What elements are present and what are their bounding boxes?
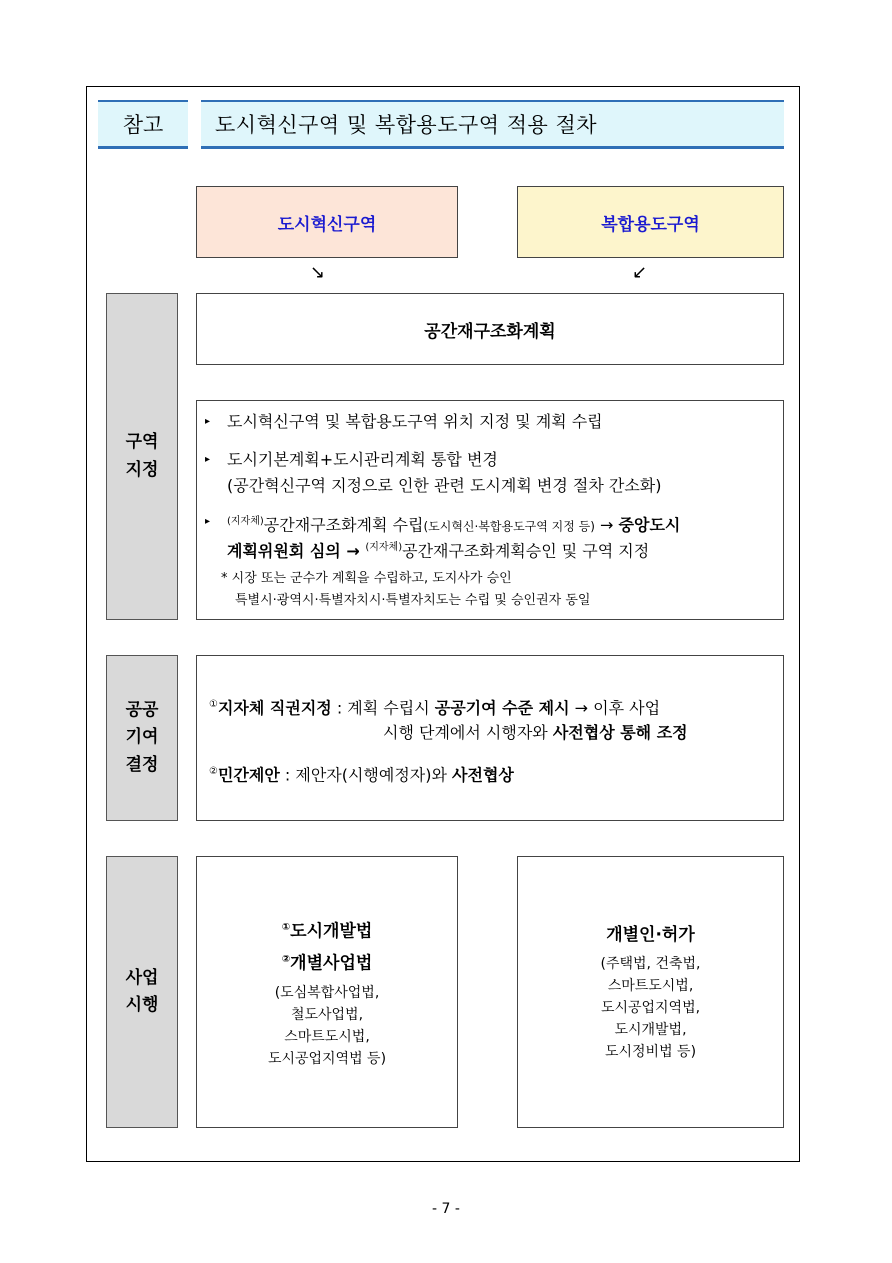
section-label-contribution: 공공 기여 결정 xyxy=(106,655,178,821)
bullet-icon: ▸ xyxy=(205,516,211,527)
spatial-restructuring-plan: 공간재구조화계획 xyxy=(196,293,784,365)
contribution-item-1-line-2: 시행 단계에서 시행자와 사전협상 통해 조정 xyxy=(383,723,688,742)
section-label-designation: 구역 지정 xyxy=(106,293,178,620)
execution-law-sub: (도심복합사업법, xyxy=(274,984,380,1001)
execution-law-2: ②개별사업법 xyxy=(281,953,373,974)
execution-permits-box xyxy=(517,856,784,1128)
execution-permit-sub: 도시공업지역법, xyxy=(600,999,701,1016)
execution-law-sub: 도시공업지역법 등) xyxy=(267,1050,387,1067)
designation-note-1: * 시장 또는 군수가 계획을 수립하고, 도지사가 승인 xyxy=(221,571,512,586)
designation-note-2: 특별시·광역시·특별자치시·특별자치도는 수립 및 승인권자 동일 xyxy=(235,593,591,608)
execution-permit-sub: 스마트도시법, xyxy=(607,977,694,994)
execution-laws-box xyxy=(196,856,458,1128)
contribution-item-1: ①지자체 직권지정 : 계획 수립시 공공기여 수준 제시 → 이후 사업 xyxy=(209,698,661,718)
bullet-icon: ▸ xyxy=(205,454,211,465)
contribution-box xyxy=(196,655,784,821)
arrow-down-right-icon: ↘ xyxy=(310,262,326,283)
page-number: - 7 - xyxy=(432,1201,460,1217)
zone-mixed-use: 복합용도구역 xyxy=(517,186,784,258)
execution-law-sub: 스마트도시법, xyxy=(284,1028,370,1045)
execution-law-sub: 철도사업법, xyxy=(290,1006,364,1023)
bullet-icon: ▸ xyxy=(205,416,211,427)
execution-permits-title: 개별인·허가 xyxy=(606,924,695,945)
execution-law-1: ①도시개발법 xyxy=(281,922,373,942)
header-tag: 참고 xyxy=(98,100,188,149)
execution-permit-sub: 도시정비법 등) xyxy=(604,1043,697,1060)
execution-permit-sub: 도시개발법, xyxy=(614,1021,687,1038)
contribution-item-2: ②민간제안 : 제안자(시행예정자)와 사전협상 xyxy=(209,765,514,785)
execution-permit-sub: (주택법, 건축법, xyxy=(600,955,701,972)
designation-box: ▸ 도시혁신구역 및 복합용도구역 위치 지정 및 계획 수립 ▸ 도시기본계획+도시관리계획 통합 변경 (공간혁신구역 지정으로 인한 관련 도시계획 변경 절차 간소화) ▸ $^{(지자체)}$공간재구조화계획 수립(도시혁신·복합용도구역 지정 등) → 중앙도시 계획위원회 심의 → $^{(지자체)}$공간재구조화계획승인 및 구역 지정 * 시장 또는 군수가 계획을 수립하고, 도지사가 승인 특별시·광역시·특별자치시·특별자치도는 수립 및 승인권자 동일 xyxy=(196,400,784,620)
section-label-execution: 사업 시행 xyxy=(106,856,178,1128)
arrow-down-left-icon: ↙ xyxy=(632,262,648,283)
zone-urban-innovation: 도시혁신구역 xyxy=(196,186,458,258)
header-title: 도시혁신구역 및 복합용도구역 적용 절차 xyxy=(201,100,784,149)
